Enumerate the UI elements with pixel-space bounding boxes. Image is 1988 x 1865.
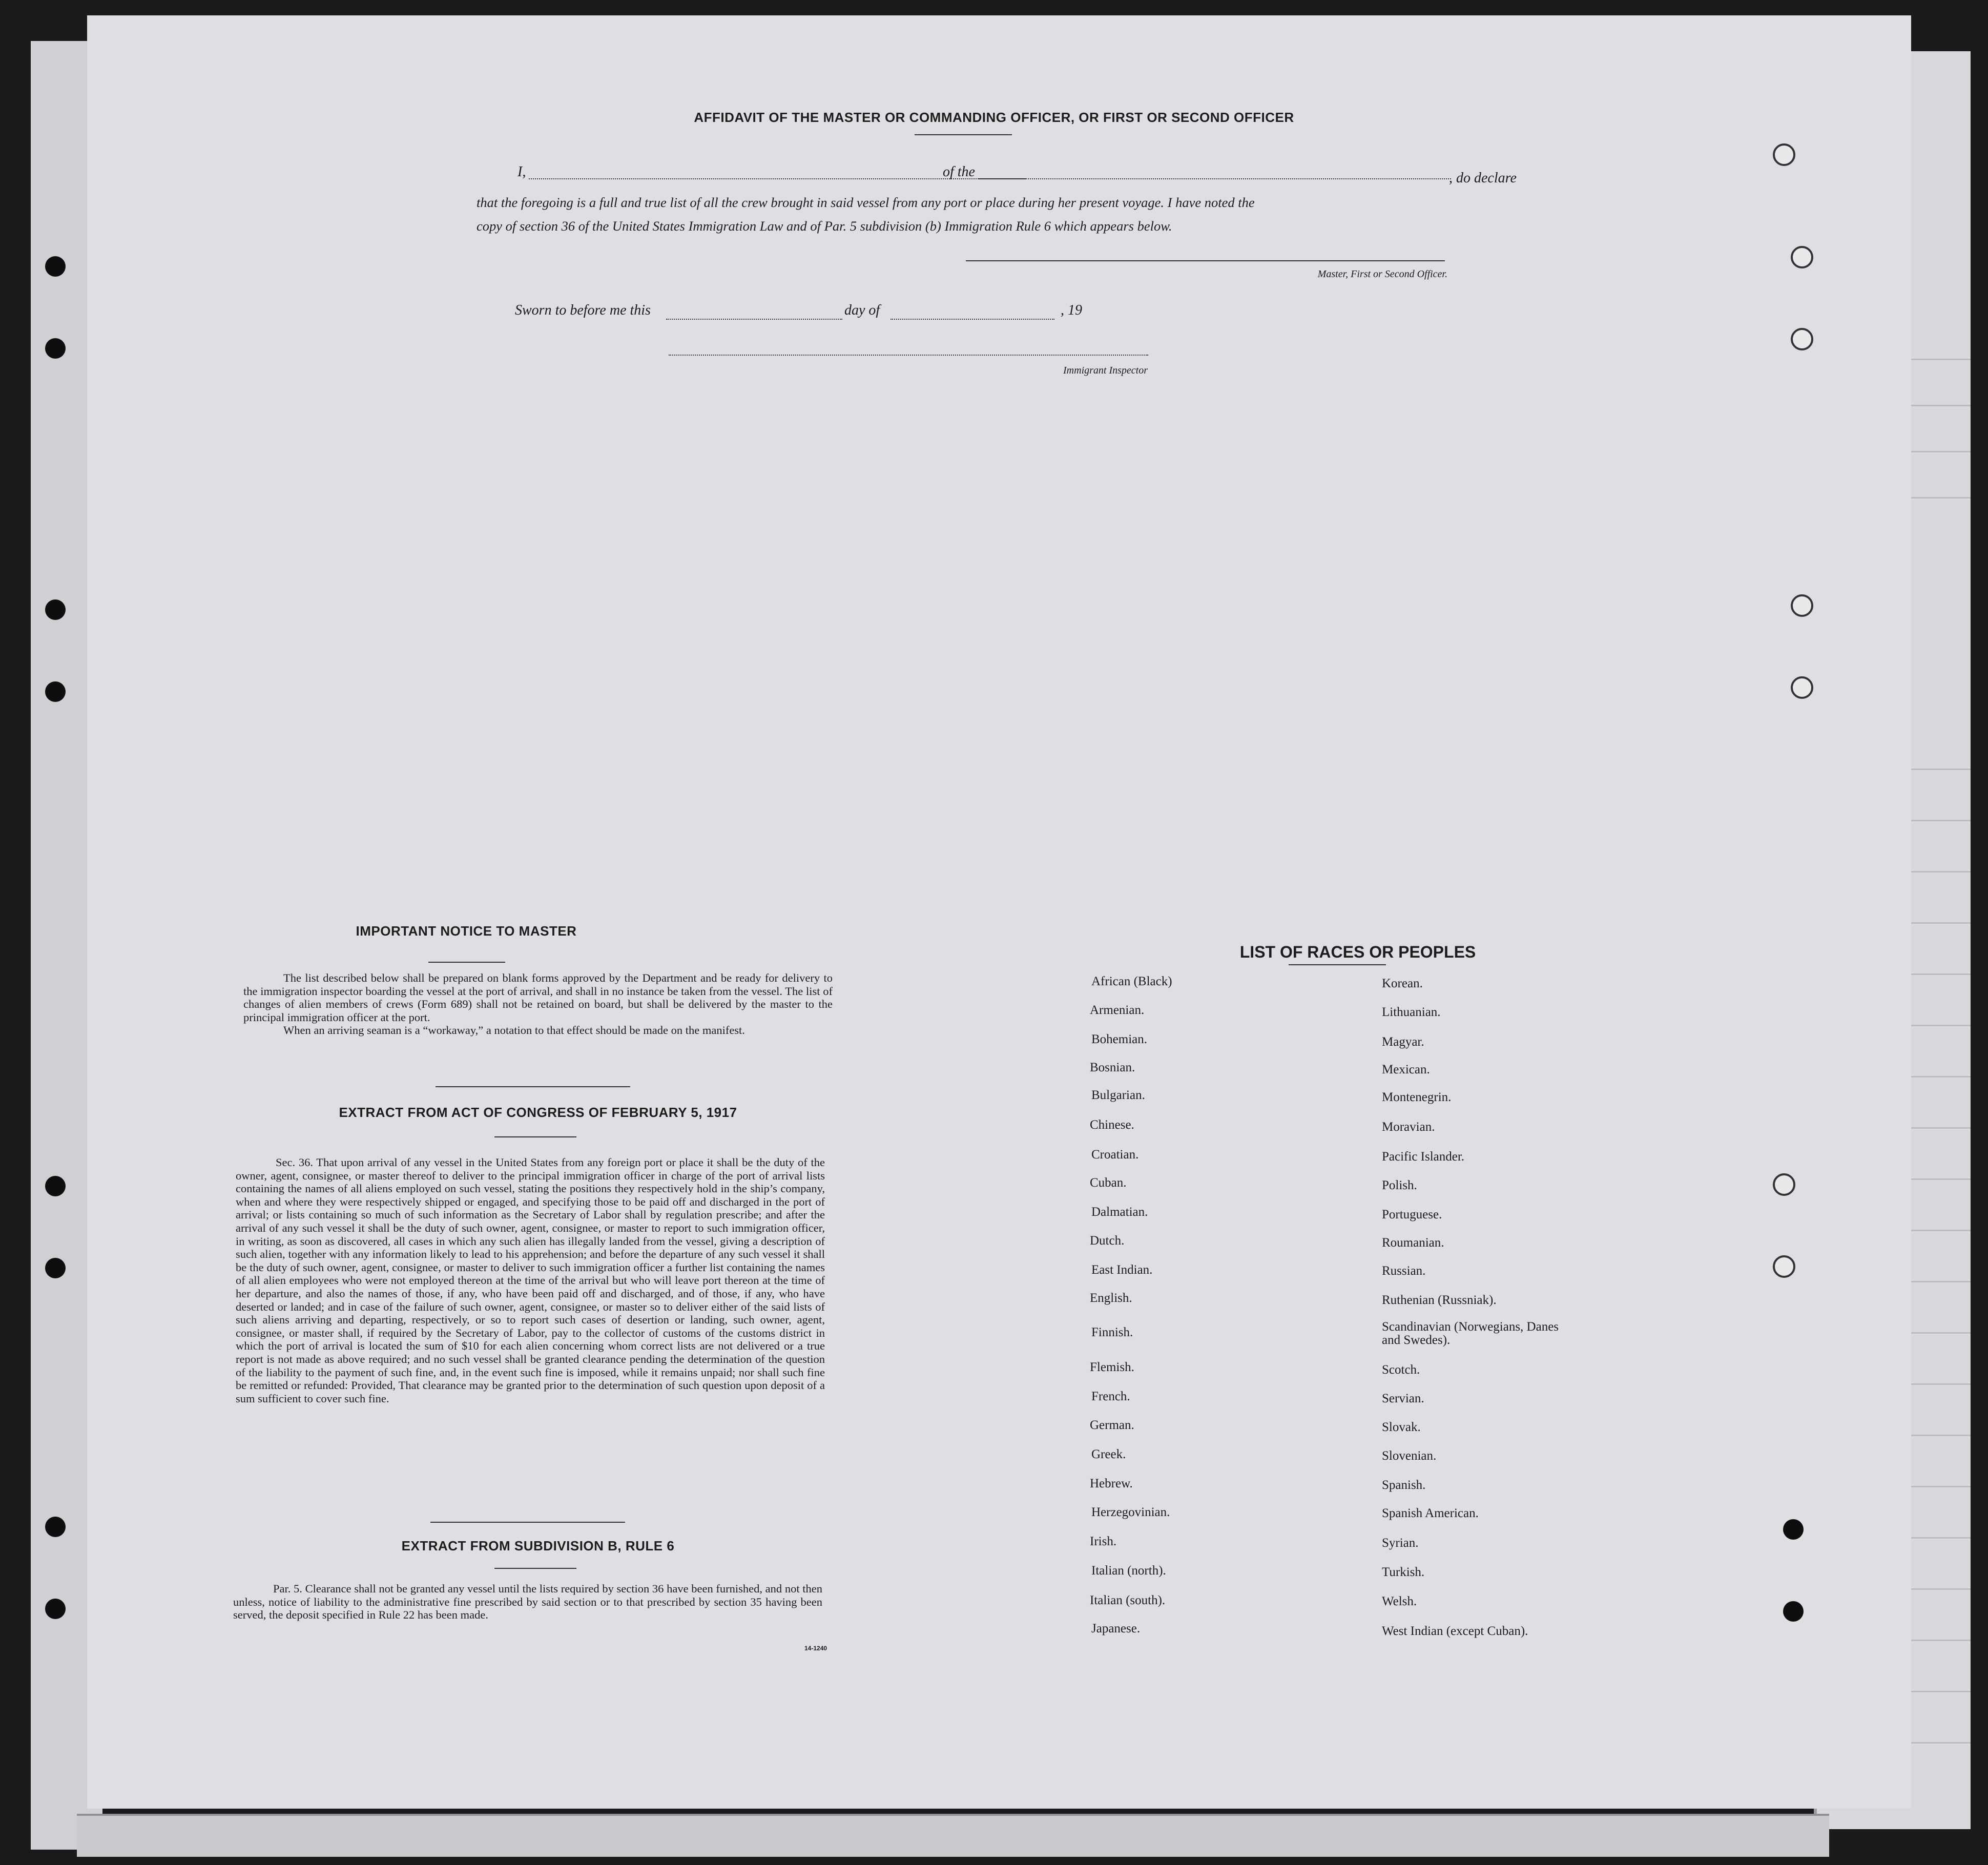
act-extract-divider: [430, 1522, 625, 1523]
race-item: Japanese.: [1091, 1622, 1141, 1635]
vessel-field[interactable]: [979, 178, 1451, 179]
binder-hole: [1783, 1519, 1804, 1540]
notice-body: [243, 971, 833, 1037]
punch-hole: [1791, 246, 1813, 268]
race-item: Portuguese.: [1382, 1208, 1442, 1221]
race-item: Slovenian.: [1382, 1449, 1437, 1463]
race-item: English.: [1090, 1291, 1132, 1305]
year-label: , 19: [1061, 302, 1082, 318]
race-item: Chinese.: [1090, 1118, 1134, 1132]
punch-hole: [1791, 594, 1813, 617]
race-item: Magyar.: [1382, 1035, 1424, 1049]
race-item: Russian.: [1382, 1264, 1426, 1278]
race-item: Spanish American.: [1382, 1506, 1479, 1520]
affidavit-of-the-label: of the: [943, 164, 975, 180]
race-item: Croatian.: [1091, 1148, 1139, 1162]
rule-extract-body: [233, 1582, 822, 1622]
affidavit-line-3: copy of section 36 of the United States Immigration Law and of Par. 5 subdivision (b) Immigration Rule 6 which appears below.: [477, 218, 1172, 234]
section-36-text: Sec. 36. That upon arrival of any vessel in the United States from any foreign port or place it shall be the duty of the owner, agent, consignee, or master thereof to deliver to the principal immigration officer in charge of the port of arrival lists containing the names of all aliens employed on such vessel, stating the positions they respectively hold in the ship’s company, when and where they were respectively shipped or engaged, and specifying those to be paid off and discharged in the port of arrival; or lists containing so much of such information as the Secretary of Labor shall by regulation prescribe; and after the arrival of any such vessel it shall be the duty of such owner, agent, consignee, or master to report to such immigration officer, in writing, as soon as discovered, all cases in which any such alien has illegally landed from the vessel, giving a description of such alien, together with any information likely to lead to his apprehension; and before the departure of any such vessel it shall be the duty of such owner, agent, consignee, or master to deliver to such immigration officer a further list containing the names of all alien employees who were not employed thereon at the time of the arrival but who will leave port thereon at the time of her departure, and also the names of those, if any, who have been paid off and discharged, and of those, if any, who have deserted or landed; and in case of the failure of such owner, agent, consignee, or master so to deliver either of the said lists of such aliens arriving and departing, respectively, or so to report such cases of desertion or landing, such owner, agent, consignee, or master shall, if required by the Secretary of Labor, pay to the collector of customs of the customs district in which the port of arrival is located the sum of $10 for each alien concerning whom correct lists are not delivered or a true report is not made as above required; and no such vessel shall be granted clearance pending the determination of the question of the liability to the payment of such fine, and, in the event such fine is imposed, while it remains unpaid; nor shall such fine be remitted or refunded: Provided, That clearance may be granted prior to the determination of such question upon deposit of a sum sufficient to cover such fine.: [236, 1156, 825, 1405]
binder-hole: [45, 1176, 66, 1196]
race-item: Herzegovinian.: [1091, 1505, 1170, 1519]
act-extract-underline: [494, 1136, 576, 1137]
race-item: Dutch.: [1090, 1234, 1125, 1248]
affidavit-title: AFFIDAVIT OF THE MASTER OR COMMANDING OFFICER, OR FIRST OR SECOND OFFICER: [694, 110, 1294, 125]
race-item: Spanish.: [1382, 1478, 1426, 1492]
binder-hole: [45, 599, 66, 620]
race-item: Bohemian.: [1091, 1032, 1148, 1046]
sworn-before-label: Sworn to before me this: [515, 302, 651, 318]
notice-paragraph-1: The list described below shall be prepared on blank forms approved by the Department and be ready for delivery to the immigration inspector boarding the vessel at the port of arrival, and shall in no instance be taken from the vessel. The list of changes of alien members of crews (Form 689) shall not be retained on board, but shall be delivered by the master to the principal immigration officer at the port.: [243, 971, 833, 1024]
race-item: Montenegrin.: [1382, 1090, 1452, 1104]
signature-line[interactable]: [966, 260, 1445, 261]
binder-hole: [45, 1517, 66, 1537]
notice-paragraph-2: When an arriving seaman is a “workaway,” a notation to that effect should be made on the manifest.: [283, 1024, 745, 1037]
race-item: Pacific Islander.: [1382, 1150, 1465, 1164]
race-item: Moravian.: [1382, 1120, 1435, 1134]
race-item: Polish.: [1382, 1178, 1417, 1192]
underlying-sheet-bottom: [77, 1814, 1829, 1857]
form-number: 14-1240: [804, 1645, 827, 1652]
race-item: East Indian.: [1091, 1263, 1153, 1277]
paragraph-5-text: Par. 5. Clearance shall not be granted any vessel until the lists required by section 36 have been furnished, and not then unless, notice of liability to the administrative fine prescribed by said section or to that prescribed by section 35 having been served, the deposit specified in Rule 22 has been made.: [233, 1582, 822, 1622]
signature-caption: Master, First or Second Officer.: [1317, 268, 1447, 280]
notice-divider: [436, 1086, 630, 1087]
race-item: Syrian.: [1382, 1536, 1419, 1550]
affidavit-declare-label: , do declare: [1449, 170, 1517, 186]
race-item: Greek.: [1091, 1447, 1126, 1461]
race-item: Turkish.: [1382, 1565, 1425, 1579]
rule-extract-underline: [494, 1568, 576, 1569]
binder-hole: [45, 681, 66, 702]
act-extract-title: EXTRACT FROM ACT OF CONGRESS OF FEBRUARY 5, 1917: [339, 1105, 737, 1120]
race-item: Bulgarian.: [1091, 1088, 1145, 1102]
race-item: Roumanian.: [1382, 1236, 1444, 1250]
race-item: African (Black): [1091, 975, 1172, 988]
race-item: Servian.: [1382, 1392, 1424, 1405]
sworn-day-field[interactable]: [666, 319, 842, 320]
race-item: Scandinavian (Norwegians, Danes and Swedes).: [1382, 1320, 1559, 1347]
inspector-caption: Immigrant Inspector: [1063, 365, 1148, 376]
title-underline: [915, 134, 1012, 135]
race-item: Armenian.: [1090, 1003, 1145, 1017]
punch-hole: [1791, 328, 1813, 350]
punch-hole: [1773, 1255, 1795, 1278]
inspector-signature-line[interactable]: [669, 355, 1148, 356]
rule-extract-title: EXTRACT FROM SUBDIVISION B, RULE 6: [401, 1538, 675, 1553]
binder-hole: [45, 1599, 66, 1619]
races-title: LIST OF RACES OR PEOPLES: [1239, 943, 1476, 961]
binder-hole: [45, 256, 66, 277]
race-item: Lithuanian.: [1382, 1005, 1441, 1019]
notice-title: IMPORTANT NOTICE TO MASTER: [356, 923, 577, 939]
race-item: Mexican.: [1382, 1063, 1430, 1076]
binder-hole: [1783, 1601, 1804, 1622]
race-item: Cuban.: [1090, 1176, 1127, 1190]
punch-hole: [1791, 676, 1813, 699]
day-of-label: day of: [844, 302, 880, 318]
binder-hole: [45, 1258, 66, 1278]
notice-underline: [428, 962, 505, 963]
race-item: Finnish.: [1091, 1325, 1133, 1339]
punch-hole: [1773, 1173, 1795, 1196]
race-item: Korean.: [1382, 977, 1423, 990]
race-item: Ruthenian (Russniak).: [1382, 1293, 1497, 1307]
affidavit-i-label: I,: [517, 164, 526, 180]
race-item: German.: [1090, 1418, 1134, 1432]
race-item: Hebrew.: [1090, 1477, 1133, 1490]
races-underline: [1289, 964, 1386, 965]
race-item: Flemish.: [1090, 1360, 1134, 1374]
binder-hole: [45, 338, 66, 359]
race-item: Scotch.: [1382, 1363, 1420, 1377]
sworn-month-field[interactable]: [891, 319, 1054, 320]
affidavit-line-2: that the foregoing is a full and true list of all the crew brought in said vessel from any port or place during her present voyage. I have noted the: [477, 195, 1255, 210]
race-item: Dalmatian.: [1091, 1205, 1148, 1219]
race-item: Irish.: [1090, 1535, 1117, 1548]
race-item: French.: [1091, 1390, 1130, 1403]
race-item: Italian (north).: [1091, 1564, 1166, 1578]
race-item: Italian (south).: [1090, 1593, 1166, 1607]
race-item: Bosnian.: [1090, 1061, 1135, 1074]
form-page: [87, 15, 1911, 1809]
act-extract-body: [236, 1156, 825, 1405]
punch-hole: [1773, 143, 1795, 166]
race-item: Slovak.: [1382, 1420, 1421, 1434]
race-item: Welsh.: [1382, 1594, 1417, 1608]
race-item: West Indian (except Cuban).: [1382, 1624, 1528, 1638]
